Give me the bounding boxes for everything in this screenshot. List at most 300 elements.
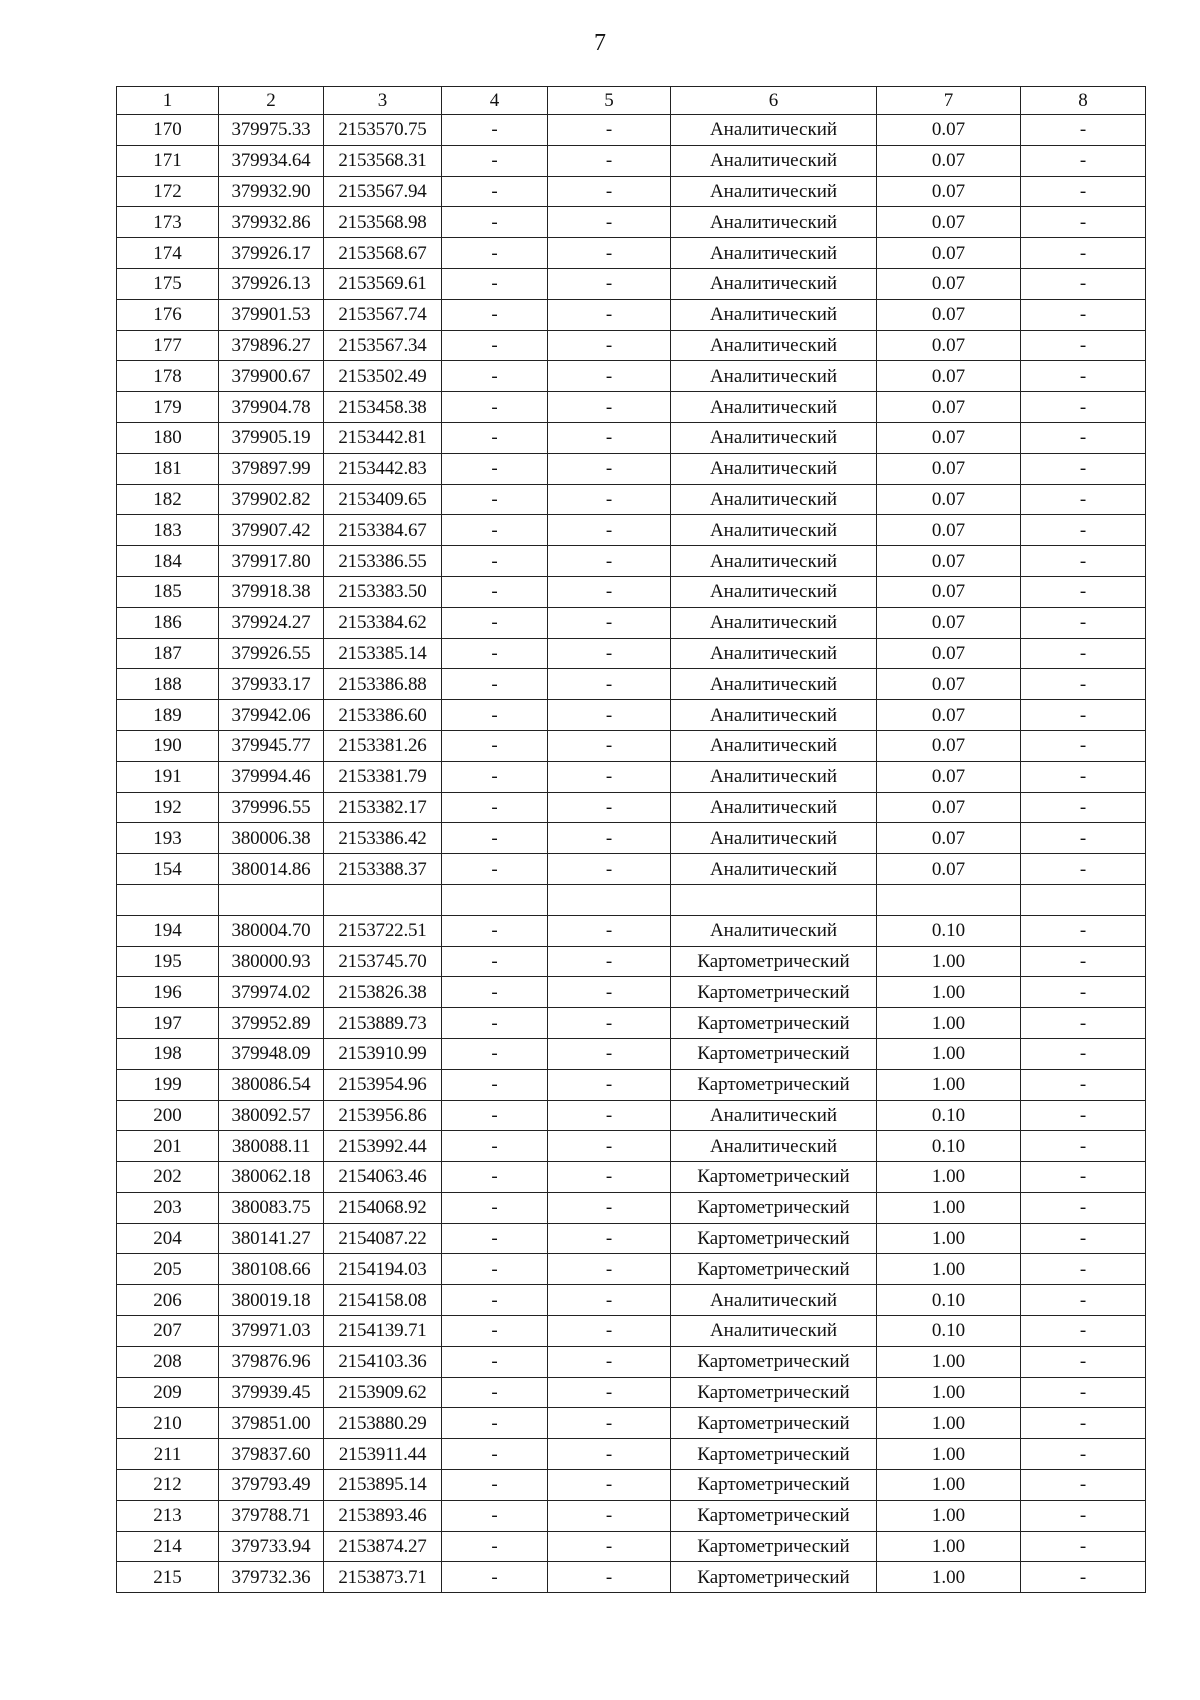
col5-cell: -: [548, 115, 671, 146]
col4-cell: -: [442, 576, 548, 607]
point-number-cell: 190: [117, 730, 219, 761]
point-number-cell: 208: [117, 1346, 219, 1377]
accuracy-cell: 0.07: [877, 207, 1021, 238]
point-number-cell: 199: [117, 1069, 219, 1100]
table-row: [117, 1162, 1146, 1193]
col8-cell: -: [1021, 238, 1146, 269]
col8-cell: -: [1021, 453, 1146, 484]
col8-cell: -: [1021, 1377, 1146, 1408]
col5-cell: -: [548, 1254, 671, 1285]
y-coordinate-cell: 2154194.03: [324, 1254, 442, 1285]
col8-cell: -: [1021, 1562, 1146, 1593]
col8-cell: -: [1021, 1192, 1146, 1223]
col4-cell: -: [442, 607, 548, 638]
col4-cell: -: [442, 823, 548, 854]
col8-cell: -: [1021, 299, 1146, 330]
col8-cell: -: [1021, 330, 1146, 361]
x-coordinate-cell: 379932.86: [219, 207, 324, 238]
method-cell: Аналитический: [671, 854, 877, 885]
method-cell: Картометрический: [671, 1500, 877, 1531]
col8-cell: -: [1021, 946, 1146, 977]
method-cell: Аналитический: [671, 823, 877, 854]
col4-cell: -: [442, 1531, 548, 1562]
point-number-cell: 213: [117, 1500, 219, 1531]
col8-cell: -: [1021, 546, 1146, 577]
col8-cell: -: [1021, 1346, 1146, 1377]
col5-cell: -: [548, 1531, 671, 1562]
table-row: [117, 546, 1146, 577]
y-coordinate-cell: 2153910.99: [324, 1038, 442, 1069]
col5-cell: -: [548, 1500, 671, 1531]
method-cell: Аналитический: [671, 484, 877, 515]
accuracy-cell: 0.07: [877, 700, 1021, 731]
x-coordinate-cell: 380000.93: [219, 946, 324, 977]
accuracy-cell: 1.00: [877, 1162, 1021, 1193]
table-row: [117, 1500, 1146, 1531]
x-coordinate-cell: 379948.09: [219, 1038, 324, 1069]
method-cell: Аналитический: [671, 546, 877, 577]
point-number-cell: 211: [117, 1439, 219, 1470]
col4-cell: -: [442, 115, 548, 146]
method-cell: Аналитический: [671, 700, 877, 731]
table-row: [117, 946, 1146, 977]
table-row: [117, 1346, 1146, 1377]
x-coordinate-cell: 380019.18: [219, 1285, 324, 1316]
col5-cell: -: [548, 330, 671, 361]
accuracy-cell: 0.07: [877, 792, 1021, 823]
table-header-row: [117, 87, 1146, 115]
x-coordinate-cell: 379975.33: [219, 115, 324, 146]
point-number-cell: 191: [117, 761, 219, 792]
col4-cell: -: [442, 1069, 548, 1100]
point-number-cell: 177: [117, 330, 219, 361]
y-coordinate-cell: 2153873.71: [324, 1562, 442, 1593]
table-row: [117, 669, 1146, 700]
point-number-cell: 205: [117, 1254, 219, 1285]
method-cell: Аналитический: [671, 361, 877, 392]
col8-cell: -: [1021, 1439, 1146, 1470]
accuracy-cell: 0.07: [877, 761, 1021, 792]
table-row: [117, 1008, 1146, 1039]
col8-cell: -: [1021, 115, 1146, 146]
accuracy-cell: 1.00: [877, 1470, 1021, 1501]
point-number-cell: 183: [117, 515, 219, 546]
method-cell: Аналитический: [671, 330, 877, 361]
point-number-cell: 181: [117, 453, 219, 484]
y-coordinate-cell: 2154063.46: [324, 1162, 442, 1193]
accuracy-cell: 1.00: [877, 977, 1021, 1008]
accuracy-cell: 1.00: [877, 1038, 1021, 1069]
accuracy-cell: 0.07: [877, 607, 1021, 638]
col8-cell: -: [1021, 145, 1146, 176]
table-row: [117, 730, 1146, 761]
accuracy-cell: 0.07: [877, 176, 1021, 207]
point-number-cell: 202: [117, 1162, 219, 1193]
x-coordinate-cell: 380141.27: [219, 1223, 324, 1254]
table-row: [117, 299, 1146, 330]
method-cell: Картометрический: [671, 946, 877, 977]
col8-cell: -: [1021, 607, 1146, 638]
point-number-cell: 203: [117, 1192, 219, 1223]
table-row: [117, 761, 1146, 792]
table-row: [117, 1377, 1146, 1408]
x-coordinate-cell: 379904.78: [219, 392, 324, 423]
col8-cell: -: [1021, 1254, 1146, 1285]
x-coordinate-cell: 380108.66: [219, 1254, 324, 1285]
method-cell: Картометрический: [671, 1038, 877, 1069]
col4-cell: -: [442, 1285, 548, 1316]
table-row: [117, 854, 1146, 885]
col4-cell: -: [442, 207, 548, 238]
y-coordinate-cell: 2153458.38: [324, 392, 442, 423]
table-row: [117, 700, 1146, 731]
x-coordinate-cell: 379926.55: [219, 638, 324, 669]
y-coordinate-cell: 2153388.37: [324, 854, 442, 885]
method-cell: Картометрический: [671, 1223, 877, 1254]
col8-cell: -: [1021, 1470, 1146, 1501]
method-cell: Аналитический: [671, 145, 877, 176]
col4-cell: -: [442, 176, 548, 207]
point-number-cell: 207: [117, 1316, 219, 1347]
method-cell: Аналитический: [671, 115, 877, 146]
x-coordinate-cell: 379924.27: [219, 607, 324, 638]
y-coordinate-cell: 2153385.14: [324, 638, 442, 669]
column-header: 1: [117, 87, 219, 115]
x-coordinate-cell: 379837.60: [219, 1439, 324, 1470]
col8-cell: -: [1021, 1069, 1146, 1100]
point-number-cell: 209: [117, 1377, 219, 1408]
table-row: [117, 207, 1146, 238]
x-coordinate-cell: 379952.89: [219, 1008, 324, 1039]
method-cell: Аналитический: [671, 268, 877, 299]
x-coordinate-cell: 379971.03: [219, 1316, 324, 1347]
y-coordinate-cell: 2153568.67: [324, 238, 442, 269]
point-number-cell: 204: [117, 1223, 219, 1254]
accuracy-cell: 1.00: [877, 1377, 1021, 1408]
col8-cell: -: [1021, 823, 1146, 854]
col5-cell: -: [548, 607, 671, 638]
table-row: [117, 1439, 1146, 1470]
col4-cell: -: [442, 422, 548, 453]
point-number-cell: 197: [117, 1008, 219, 1039]
col5-cell: -: [548, 1408, 671, 1439]
col5-cell: -: [548, 268, 671, 299]
accuracy-cell: 0.07: [877, 638, 1021, 669]
column-header: 5: [548, 87, 671, 115]
table-row: [117, 268, 1146, 299]
method-cell: Картометрический: [671, 1531, 877, 1562]
x-coordinate-cell: 380004.70: [219, 915, 324, 946]
x-coordinate-cell: 379793.49: [219, 1470, 324, 1501]
accuracy-cell: 0.10: [877, 1100, 1021, 1131]
y-coordinate-cell: 2153889.73: [324, 1008, 442, 1039]
point-number-cell: 180: [117, 422, 219, 453]
col4-cell: -: [442, 1470, 548, 1501]
col8-cell: -: [1021, 422, 1146, 453]
y-coordinate-cell: 2153992.44: [324, 1131, 442, 1162]
col5-cell: -: [548, 638, 671, 669]
col5-cell: [548, 884, 671, 915]
method-cell: Картометрический: [671, 1377, 877, 1408]
method-cell: Картометрический: [671, 1470, 877, 1501]
y-coordinate-cell: 2153893.46: [324, 1500, 442, 1531]
col4-cell: -: [442, 1008, 548, 1039]
table-row: [117, 515, 1146, 546]
col4-cell: -: [442, 145, 548, 176]
point-number-cell: 193: [117, 823, 219, 854]
method-cell: Картометрический: [671, 1408, 877, 1439]
y-coordinate-cell: 2153502.49: [324, 361, 442, 392]
col4-cell: -: [442, 1346, 548, 1377]
column-header: 2: [219, 87, 324, 115]
col8-cell: -: [1021, 392, 1146, 423]
col4-cell: -: [442, 915, 548, 946]
col5-cell: -: [548, 700, 671, 731]
col4-cell: -: [442, 392, 548, 423]
accuracy-cell: 1.00: [877, 1500, 1021, 1531]
accuracy-cell: 0.07: [877, 361, 1021, 392]
col8-cell: -: [1021, 1162, 1146, 1193]
col8-cell: -: [1021, 176, 1146, 207]
col4-cell: -: [442, 1100, 548, 1131]
point-number-cell: 210: [117, 1408, 219, 1439]
coordinates-table: [116, 86, 1146, 1593]
table-row: [117, 145, 1146, 176]
col8-cell: -: [1021, 1285, 1146, 1316]
point-number-cell: 178: [117, 361, 219, 392]
table-row: [117, 422, 1146, 453]
table-row: [117, 638, 1146, 669]
method-cell: Аналитический: [671, 576, 877, 607]
table-row: [117, 823, 1146, 854]
point-number-cell: 206: [117, 1285, 219, 1316]
col8-cell: -: [1021, 1316, 1146, 1347]
table-row: [117, 1470, 1146, 1501]
col5-cell: -: [548, 761, 671, 792]
accuracy-cell: 0.07: [877, 823, 1021, 854]
table-row: [117, 1285, 1146, 1316]
col4-cell: -: [442, 638, 548, 669]
point-number-cell: 189: [117, 700, 219, 731]
y-coordinate-cell: 2153409.65: [324, 484, 442, 515]
x-coordinate-cell: 380062.18: [219, 1162, 324, 1193]
table-row: [117, 1192, 1146, 1223]
method-cell: Аналитический: [671, 515, 877, 546]
x-coordinate-cell: [219, 884, 324, 915]
table-row: [117, 792, 1146, 823]
col4-cell: -: [442, 1562, 548, 1593]
x-coordinate-cell: 379901.53: [219, 299, 324, 330]
method-cell: Аналитический: [671, 792, 877, 823]
x-coordinate-cell: 379945.77: [219, 730, 324, 761]
table-body: [117, 115, 1146, 1593]
table-row: [117, 330, 1146, 361]
y-coordinate-cell: 2153745.70: [324, 946, 442, 977]
table-row: [117, 392, 1146, 423]
x-coordinate-cell: 380083.75: [219, 1192, 324, 1223]
method-cell: Аналитический: [671, 392, 877, 423]
table-row: [117, 977, 1146, 1008]
y-coordinate-cell: 2153911.44: [324, 1439, 442, 1470]
accuracy-cell: 0.10: [877, 915, 1021, 946]
col5-cell: -: [548, 1008, 671, 1039]
col8-cell: -: [1021, 1223, 1146, 1254]
col8-cell: -: [1021, 730, 1146, 761]
col4-cell: -: [442, 515, 548, 546]
col5-cell: -: [548, 854, 671, 885]
x-coordinate-cell: 379732.36: [219, 1562, 324, 1593]
point-number-cell: 174: [117, 238, 219, 269]
col5-cell: -: [548, 823, 671, 854]
x-coordinate-cell: 379896.27: [219, 330, 324, 361]
col8-cell: -: [1021, 207, 1146, 238]
point-number-cell: 212: [117, 1470, 219, 1501]
y-coordinate-cell: 2153909.62: [324, 1377, 442, 1408]
y-coordinate-cell: 2153954.96: [324, 1069, 442, 1100]
column-header: 3: [324, 87, 442, 115]
method-cell: Аналитический: [671, 176, 877, 207]
y-coordinate-cell: 2153874.27: [324, 1531, 442, 1562]
col5-cell: -: [548, 576, 671, 607]
col5-cell: -: [548, 1316, 671, 1347]
x-coordinate-cell: 379733.94: [219, 1531, 324, 1562]
y-coordinate-cell: 2153442.81: [324, 422, 442, 453]
method-cell: Аналитический: [671, 1100, 877, 1131]
x-coordinate-cell: 379907.42: [219, 515, 324, 546]
y-coordinate-cell: 2153895.14: [324, 1470, 442, 1501]
col4-cell: [442, 884, 548, 915]
col5-cell: -: [548, 207, 671, 238]
table-row: [117, 238, 1146, 269]
table-row: [117, 453, 1146, 484]
x-coordinate-cell: 379900.67: [219, 361, 324, 392]
table-row: [117, 1131, 1146, 1162]
col8-cell: -: [1021, 361, 1146, 392]
col5-cell: -: [548, 392, 671, 423]
point-number-cell: 198: [117, 1038, 219, 1069]
x-coordinate-cell: 379788.71: [219, 1500, 324, 1531]
col5-cell: -: [548, 145, 671, 176]
accuracy-cell: 0.07: [877, 669, 1021, 700]
accuracy-cell: 0.07: [877, 515, 1021, 546]
accuracy-cell: 0.07: [877, 576, 1021, 607]
x-coordinate-cell: 379902.82: [219, 484, 324, 515]
accuracy-cell: 0.07: [877, 546, 1021, 577]
col8-cell: -: [1021, 1531, 1146, 1562]
x-coordinate-cell: 379926.13: [219, 268, 324, 299]
accuracy-cell: 0.07: [877, 115, 1021, 146]
point-number-cell: 200: [117, 1100, 219, 1131]
accuracy-cell: 0.07: [877, 422, 1021, 453]
method-cell: Картометрический: [671, 1562, 877, 1593]
x-coordinate-cell: 380088.11: [219, 1131, 324, 1162]
point-number-cell: 154: [117, 854, 219, 885]
method-cell: Аналитический: [671, 299, 877, 330]
accuracy-cell: 0.10: [877, 1131, 1021, 1162]
y-coordinate-cell: 2153386.42: [324, 823, 442, 854]
y-coordinate-cell: 2153956.86: [324, 1100, 442, 1131]
y-coordinate-cell: 2153384.67: [324, 515, 442, 546]
table-row: [117, 1038, 1146, 1069]
col8-cell: -: [1021, 792, 1146, 823]
y-coordinate-cell: 2153383.50: [324, 576, 442, 607]
x-coordinate-cell: 380014.86: [219, 854, 324, 885]
col5-cell: -: [548, 1562, 671, 1593]
col8-cell: -: [1021, 669, 1146, 700]
x-coordinate-cell: 379996.55: [219, 792, 324, 823]
col8-cell: -: [1021, 915, 1146, 946]
column-header: 8: [1021, 87, 1146, 115]
col5-cell: -: [548, 669, 671, 700]
accuracy-cell: 1.00: [877, 1439, 1021, 1470]
x-coordinate-cell: 379974.02: [219, 977, 324, 1008]
y-coordinate-cell: 2153386.60: [324, 700, 442, 731]
accuracy-cell: 1.00: [877, 1408, 1021, 1439]
col5-cell: -: [548, 176, 671, 207]
x-coordinate-cell: 379876.96: [219, 1346, 324, 1377]
col4-cell: -: [442, 1316, 548, 1347]
method-cell: [671, 884, 877, 915]
accuracy-cell: 0.10: [877, 1285, 1021, 1316]
col8-cell: -: [1021, 1008, 1146, 1039]
point-number-cell: 195: [117, 946, 219, 977]
accuracy-cell: 0.07: [877, 392, 1021, 423]
y-coordinate-cell: [324, 884, 442, 915]
col4-cell: -: [442, 1377, 548, 1408]
col5-cell: -: [548, 1069, 671, 1100]
table-row: [117, 1562, 1146, 1593]
col8-cell: -: [1021, 638, 1146, 669]
y-coordinate-cell: 2153570.75: [324, 115, 442, 146]
method-cell: Картометрический: [671, 1008, 877, 1039]
method-cell: Картометрический: [671, 1069, 877, 1100]
col4-cell: -: [442, 700, 548, 731]
accuracy-cell: 0.07: [877, 330, 1021, 361]
method-cell: Аналитический: [671, 238, 877, 269]
accuracy-cell: 1.00: [877, 1562, 1021, 1593]
table-row: [117, 1408, 1146, 1439]
page-number: 7: [594, 30, 606, 56]
accuracy-cell: 1.00: [877, 1346, 1021, 1377]
accuracy-cell: 0.07: [877, 730, 1021, 761]
y-coordinate-cell: 2153567.94: [324, 176, 442, 207]
point-number-cell: 215: [117, 1562, 219, 1593]
y-coordinate-cell: 2154103.36: [324, 1346, 442, 1377]
y-coordinate-cell: 2153568.98: [324, 207, 442, 238]
accuracy-cell: 0.07: [877, 299, 1021, 330]
y-coordinate-cell: 2153722.51: [324, 915, 442, 946]
accuracy-cell: 0.07: [877, 453, 1021, 484]
point-number-cell: 176: [117, 299, 219, 330]
col4-cell: -: [442, 484, 548, 515]
y-coordinate-cell: 2153381.79: [324, 761, 442, 792]
col5-cell: -: [548, 361, 671, 392]
col4-cell: -: [442, 761, 548, 792]
point-number-cell: 194: [117, 915, 219, 946]
accuracy-cell: [877, 884, 1021, 915]
col4-cell: -: [442, 1223, 548, 1254]
col4-cell: -: [442, 268, 548, 299]
col5-cell: -: [548, 484, 671, 515]
table-row: [117, 115, 1146, 146]
col8-cell: -: [1021, 761, 1146, 792]
column-header: 7: [877, 87, 1021, 115]
col5-cell: -: [548, 515, 671, 546]
col4-cell: -: [442, 730, 548, 761]
y-coordinate-cell: 2153568.31: [324, 145, 442, 176]
col8-cell: -: [1021, 977, 1146, 1008]
point-number-cell: 171: [117, 145, 219, 176]
